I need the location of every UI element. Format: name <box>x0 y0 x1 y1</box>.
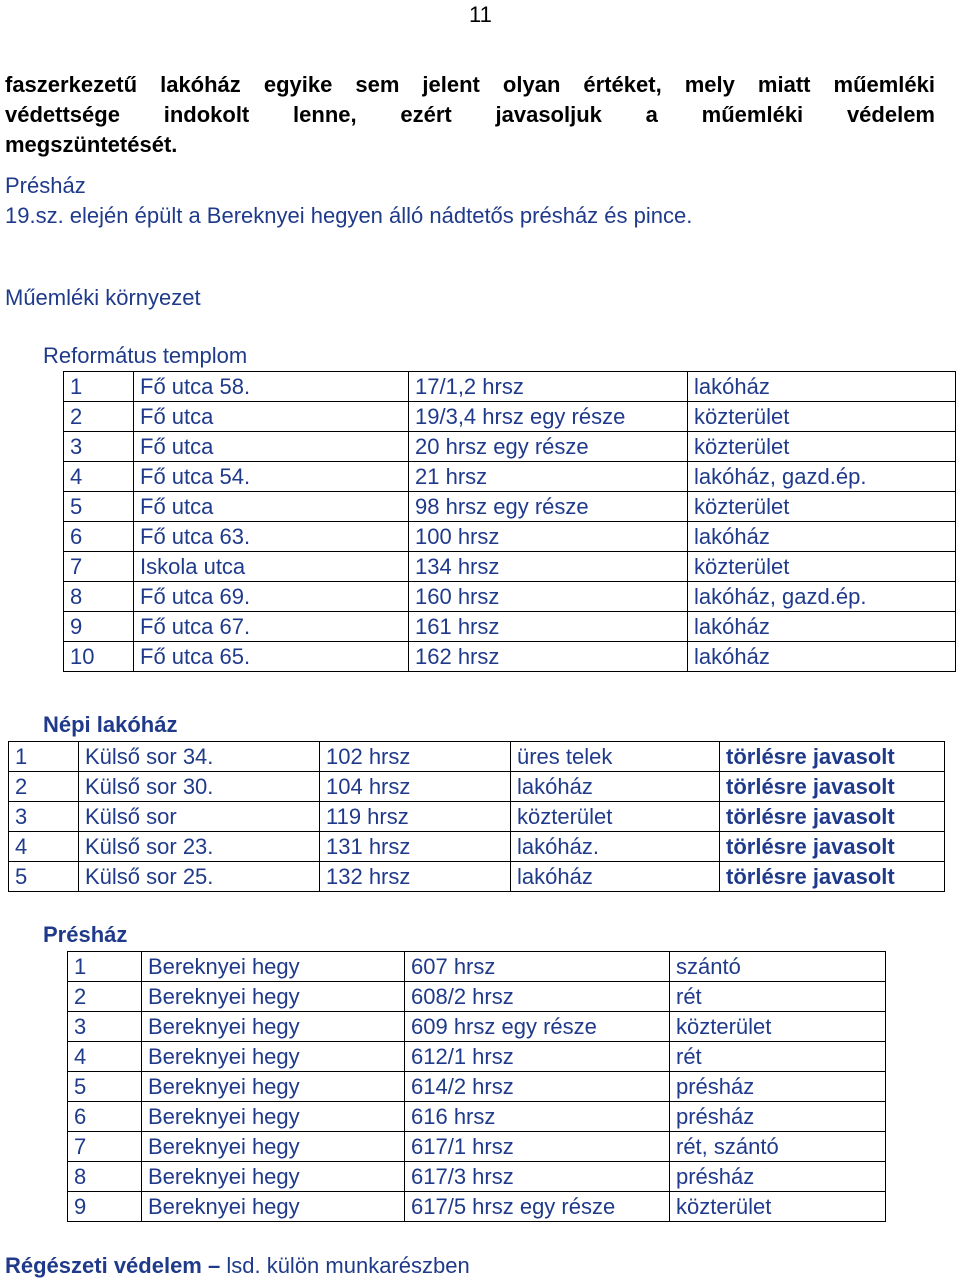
table-cell: 7 <box>64 552 134 582</box>
table-row <box>68 952 886 982</box>
table-cell: 609 hrsz egy része <box>405 1012 670 1042</box>
table-cell: 8 <box>64 582 134 612</box>
table-row <box>64 642 956 672</box>
table-cell: Külső sor 25. <box>79 862 320 892</box>
table-cell: 4 <box>64 462 134 492</box>
table-cell: lakóház <box>688 372 956 402</box>
table-row <box>9 832 945 862</box>
table-cell: 9 <box>64 612 134 642</box>
table-cell: 21 hrsz <box>409 462 688 492</box>
table-cell: Bereknyei hegy <box>142 1102 405 1132</box>
table-cell: 17/1,2 hrsz <box>409 372 688 402</box>
table-cell: 160 hrsz <box>409 582 688 612</box>
table-cell: 104 hrsz <box>320 772 511 802</box>
table-cell: Bereknyei hegy <box>142 1072 405 1102</box>
intro-line: faszerkezetű lakóház egyike sem jelent olyan értéket, mely miatt műemléki <box>5 72 935 97</box>
table-row <box>9 862 945 892</box>
table-cell: közterület <box>511 802 720 832</box>
table-cell: közterület <box>688 552 956 582</box>
table-cell: lakóház, gazd.ép. <box>688 462 956 492</box>
table-cell: 1 <box>9 742 79 772</box>
reformatus-table <box>63 371 956 672</box>
table-row <box>64 552 956 582</box>
table-cell: 100 hrsz <box>409 522 688 552</box>
table-cell: 161 hrsz <box>409 612 688 642</box>
table-cell: 1 <box>64 372 134 402</box>
table-cell: 6 <box>64 522 134 552</box>
table-cell: lakóház, gazd.ép. <box>688 582 956 612</box>
table-cell: 617/3 hrsz <box>405 1162 670 1192</box>
table-cell: 162 hrsz <box>409 642 688 672</box>
table-cell: 8 <box>68 1162 142 1192</box>
table-cell: üres telek <box>511 742 720 772</box>
table-cell: 1 <box>68 952 142 982</box>
nepi-title: Népi lakóház <box>43 712 178 737</box>
table-cell: Külső sor 34. <box>79 742 320 772</box>
table-row <box>64 612 956 642</box>
table-row <box>68 1072 886 1102</box>
table-cell: 3 <box>68 1012 142 1042</box>
table-cell: 2 <box>9 772 79 802</box>
regeszeti-line <box>5 1253 470 1279</box>
table-cell: Külső sor <box>79 802 320 832</box>
table-row <box>9 802 945 832</box>
table-row <box>68 982 886 1012</box>
table-cell: 20 hrsz egy része <box>409 432 688 462</box>
table-cell: lakóház <box>688 522 956 552</box>
table-row <box>64 432 956 462</box>
table-cell: Fő utca 58. <box>134 372 409 402</box>
table-row <box>64 402 956 432</box>
table-cell: Fő utca <box>134 432 409 462</box>
table-cell: 7 <box>68 1132 142 1162</box>
table-cell: rét <box>670 982 886 1012</box>
table-cell: 6 <box>68 1102 142 1132</box>
table-row <box>64 582 956 612</box>
table-cell: 617/5 hrsz egy része <box>405 1192 670 1222</box>
page-number: 11 <box>469 2 492 27</box>
table-cell: 4 <box>68 1042 142 1072</box>
table-cell: Fő utca 69. <box>134 582 409 612</box>
table-cell: lakóház <box>511 772 720 802</box>
table-cell: 19/3,4 hrsz egy része <box>409 402 688 432</box>
table-cell: lakóház <box>688 642 956 672</box>
table-cell: törlésre javasolt <box>720 772 945 802</box>
muemleki-heading: Műemléki környezet <box>5 285 201 310</box>
table-row <box>68 1192 886 1222</box>
table-row <box>68 1132 886 1162</box>
table-cell: Fő utca 63. <box>134 522 409 552</box>
preshaz-table-title: Présház <box>43 922 128 947</box>
table-row <box>64 462 956 492</box>
table-cell: 131 hrsz <box>320 832 511 862</box>
table-cell: Bereknyei hegy <box>142 1162 405 1192</box>
table-row <box>68 1042 886 1072</box>
table-cell: törlésre javasolt <box>720 742 945 772</box>
table-cell: 614/2 hrsz <box>405 1072 670 1102</box>
table-cell: 612/1 hrsz <box>405 1042 670 1072</box>
table-cell: 5 <box>64 492 134 522</box>
table-cell: lakóház. <box>511 832 720 862</box>
table-cell: 10 <box>64 642 134 672</box>
table-cell: présház <box>670 1102 886 1132</box>
table-cell: Bereknyei hegy <box>142 1132 405 1162</box>
table-cell: lakóház <box>688 612 956 642</box>
nepi-table <box>8 741 945 892</box>
table-cell: közterület <box>688 402 956 432</box>
table-cell: törlésre javasolt <box>720 862 945 892</box>
table-cell: közterület <box>688 432 956 462</box>
regeszeti-rest: lsd. külön munkarészben <box>220 1253 470 1278</box>
table-cell: 5 <box>68 1072 142 1102</box>
table-cell: közterület <box>670 1192 886 1222</box>
table-row <box>64 372 956 402</box>
intro-line: megszüntetését. <box>5 132 178 157</box>
table-cell: 9 <box>68 1192 142 1222</box>
preshaz-description: 19.sz. elején épült a Bereknyei hegyen álló nádtetős présház és pince. <box>5 203 693 228</box>
table-cell: 607 hrsz <box>405 952 670 982</box>
table-cell: 119 hrsz <box>320 802 511 832</box>
table-cell: Fő utca <box>134 492 409 522</box>
table-row <box>68 1012 886 1042</box>
table-cell: Külső sor 30. <box>79 772 320 802</box>
table-cell: Bereknyei hegy <box>142 1012 405 1042</box>
reformatus-title: Református templom <box>43 343 248 368</box>
table-cell: 132 hrsz <box>320 862 511 892</box>
table-cell: 3 <box>64 432 134 462</box>
table-cell: Külső sor 23. <box>79 832 320 862</box>
table-cell: törlésre javasolt <box>720 832 945 862</box>
table-cell: Bereknyei hegy <box>142 1192 405 1222</box>
table-cell: 2 <box>64 402 134 432</box>
table-row <box>68 1162 886 1192</box>
table-cell: 617/1 hrsz <box>405 1132 670 1162</box>
preshaz-table <box>67 951 886 1222</box>
table-cell: 616 hrsz <box>405 1102 670 1132</box>
table-cell: törlésre javasolt <box>720 802 945 832</box>
table-cell: Bereknyei hegy <box>142 982 405 1012</box>
table-cell: 102 hrsz <box>320 742 511 772</box>
table-cell: 134 hrsz <box>409 552 688 582</box>
table-cell: Bereknyei hegy <box>142 1042 405 1072</box>
intro-paragraph <box>5 70 935 160</box>
table-cell: közterület <box>670 1012 886 1042</box>
table-cell: présház <box>670 1162 886 1192</box>
table-row <box>64 522 956 552</box>
table-cell: 98 hrsz egy része <box>409 492 688 522</box>
table-cell: szántó <box>670 952 886 982</box>
table-cell: Fő utca 65. <box>134 642 409 672</box>
regeszeti-bold: Régészeti védelem – <box>5 1253 221 1278</box>
table-row <box>68 1102 886 1132</box>
table-cell: 2 <box>68 982 142 1012</box>
table-cell: Fő utca <box>134 402 409 432</box>
table-cell: Fő utca 54. <box>134 462 409 492</box>
table-cell: lakóház <box>511 862 720 892</box>
table-cell: Iskola utca <box>134 552 409 582</box>
table-cell: közterület <box>688 492 956 522</box>
intro-line: védettsége indokolt lenne, ezért javasoljuk a műemléki védelem <box>5 102 935 127</box>
table-cell: 3 <box>9 802 79 832</box>
table-cell: 608/2 hrsz <box>405 982 670 1012</box>
table-cell: présház <box>670 1072 886 1102</box>
table-cell: Fő utca 67. <box>134 612 409 642</box>
table-row <box>9 772 945 802</box>
table-cell: 5 <box>9 862 79 892</box>
table-cell: 4 <box>9 832 79 862</box>
preshaz-heading: Présház <box>5 173 86 198</box>
table-cell: Bereknyei hegy <box>142 952 405 982</box>
table-row <box>64 492 956 522</box>
table-row <box>9 742 945 772</box>
table-cell: rét, szántó <box>670 1132 886 1162</box>
table-cell: rét <box>670 1042 886 1072</box>
